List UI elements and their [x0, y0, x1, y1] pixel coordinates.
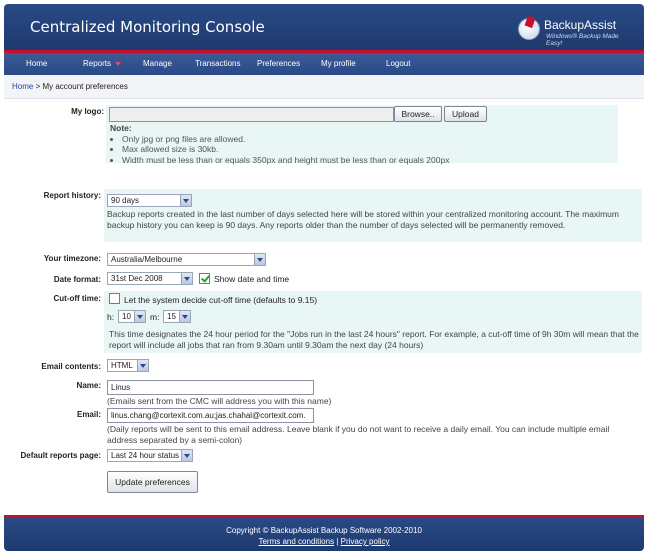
- breadcrumb-home-link[interactable]: Home: [12, 82, 34, 91]
- upload-button[interactable]: Upload: [444, 106, 487, 122]
- default-page-label: Default reports page:: [20, 451, 101, 460]
- nav-reports-label: Reports: [83, 59, 112, 68]
- name-hint: (Emails sent from the CMC will address you with this name): [107, 396, 332, 406]
- email-contents-value: HTML: [111, 361, 133, 370]
- logo-note-item: • Only jpg or png files are allowed.: [122, 134, 610, 145]
- footer-divider: |: [336, 537, 339, 546]
- logo-file-input[interactable]: [109, 107, 394, 122]
- header: [4, 4, 644, 50]
- date-format-label: Date format:: [53, 275, 101, 284]
- report-history-select[interactable]: [107, 194, 192, 207]
- name-field[interactable]: Linus: [107, 380, 314, 395]
- brand-name: BackupAssist: [544, 18, 617, 32]
- footer: [4, 515, 644, 551]
- minute-label: m:: [150, 312, 160, 322]
- default-page-value: Last 24 hour status: [111, 451, 180, 460]
- email-contents-select[interactable]: [107, 359, 149, 372]
- show-time-label: Show date and time: [214, 274, 290, 284]
- email-field[interactable]: linus.chang@cortexit.com.au;jas.chahal@cortexit.com.: [107, 408, 314, 423]
- update-preferences-button[interactable]: Update preferences: [107, 471, 198, 493]
- nav-transactions[interactable]: Transactions: [195, 59, 241, 68]
- chevron-down-icon: [115, 62, 121, 66]
- minute-value: 15: [167, 312, 176, 321]
- hour-select[interactable]: [118, 310, 146, 323]
- timezone-label: Your timezone:: [43, 254, 101, 263]
- nav-home[interactable]: Home: [26, 59, 48, 68]
- chevron-down-icon: [134, 311, 145, 322]
- brand-tagline: Windows® Backup Made Easy!: [546, 33, 619, 47]
- chevron-down-icon: [137, 360, 148, 371]
- email-label: Email:: [76, 410, 101, 419]
- nav-logout[interactable]: Logout: [386, 59, 411, 68]
- chevron-down-icon: [254, 254, 265, 265]
- auto-cutoff-label: Let the system decide cut-off time (defaults to 9.15): [124, 295, 318, 305]
- chevron-down-icon: [180, 195, 191, 206]
- footer-links: [4, 537, 644, 546]
- auto-cutoff-checkbox[interactable]: [109, 293, 120, 304]
- logo-note: [110, 123, 610, 165]
- minute-select[interactable]: [163, 310, 191, 323]
- brand-logo-icon: [518, 18, 540, 40]
- brand-logo: [518, 16, 630, 47]
- chevron-down-icon: [181, 273, 192, 284]
- breadcrumb-separator: >: [33, 82, 43, 91]
- app-title: Centralized Monitoring Console: [30, 18, 265, 36]
- main-nav: [4, 53, 644, 75]
- breadcrumb-current: My account preferences: [42, 82, 128, 91]
- date-format-select[interactable]: [107, 272, 193, 285]
- default-page-select[interactable]: [107, 449, 193, 462]
- privacy-link[interactable]: Privacy policy: [340, 537, 390, 546]
- nav-manage[interactable]: Manage: [143, 59, 172, 68]
- cutoff-hint: This time designates the 24 hour period for the "Jobs run in the last 24 hours" report. For example, a cut-off time of 9h 30m will mean that the report will include all jobs that ran from 9.30am until 9.30am the next day (24 hours): [109, 329, 639, 350]
- hour-value: 10: [122, 312, 131, 321]
- browse-button[interactable]: Browse..: [394, 106, 442, 122]
- report-history-value: 90 days: [111, 196, 140, 205]
- page-frame: [4, 0, 644, 556]
- footer-copyright: Copyright © BackupAssist Backup Software 2002-2010: [226, 526, 422, 535]
- report-history-hint: Backup reports created in the last number of days selected here will be stored within your centralized monitoring account. The maximum backup history you can keep is 90 days. Any reports older than the number of days selected will be permanently removed.: [107, 209, 619, 230]
- logo-note-title: Note:: [110, 123, 132, 133]
- breadcrumb: [4, 75, 644, 99]
- timezone-select[interactable]: [107, 253, 266, 266]
- chevron-down-icon: [181, 450, 192, 461]
- date-format-value: 31st Dec 2008: [111, 274, 163, 283]
- hour-label: h:: [107, 312, 115, 322]
- report-history-label: Report history:: [43, 191, 101, 200]
- logo-note-item: • Max allowed size is 30kb.: [122, 144, 610, 155]
- logo-label: My logo:: [71, 107, 104, 116]
- show-time-checkbox[interactable]: [199, 273, 210, 284]
- logo-note-item: • Width must be less than or equals 350px and height must be less than or equals 200px: [122, 155, 610, 166]
- timezone-value: Australia/Melbourne: [111, 255, 183, 264]
- nav-my-profile[interactable]: My profile: [321, 59, 356, 68]
- email-contents-label: Email contents:: [41, 362, 101, 371]
- nav-preferences[interactable]: Preferences: [257, 59, 301, 68]
- chevron-down-icon: [179, 311, 190, 322]
- email-hint: (Daily reports will be sent to this email address. Leave blank if you do not want to receive a daily email. You can include multiple email address separated by a semi-colon): [107, 424, 610, 445]
- nav-reports[interactable]: [83, 53, 121, 75]
- cutoff-label: Cut-off time:: [53, 294, 101, 303]
- terms-link[interactable]: Terms and conditions: [258, 537, 335, 546]
- name-label: Name:: [76, 381, 101, 390]
